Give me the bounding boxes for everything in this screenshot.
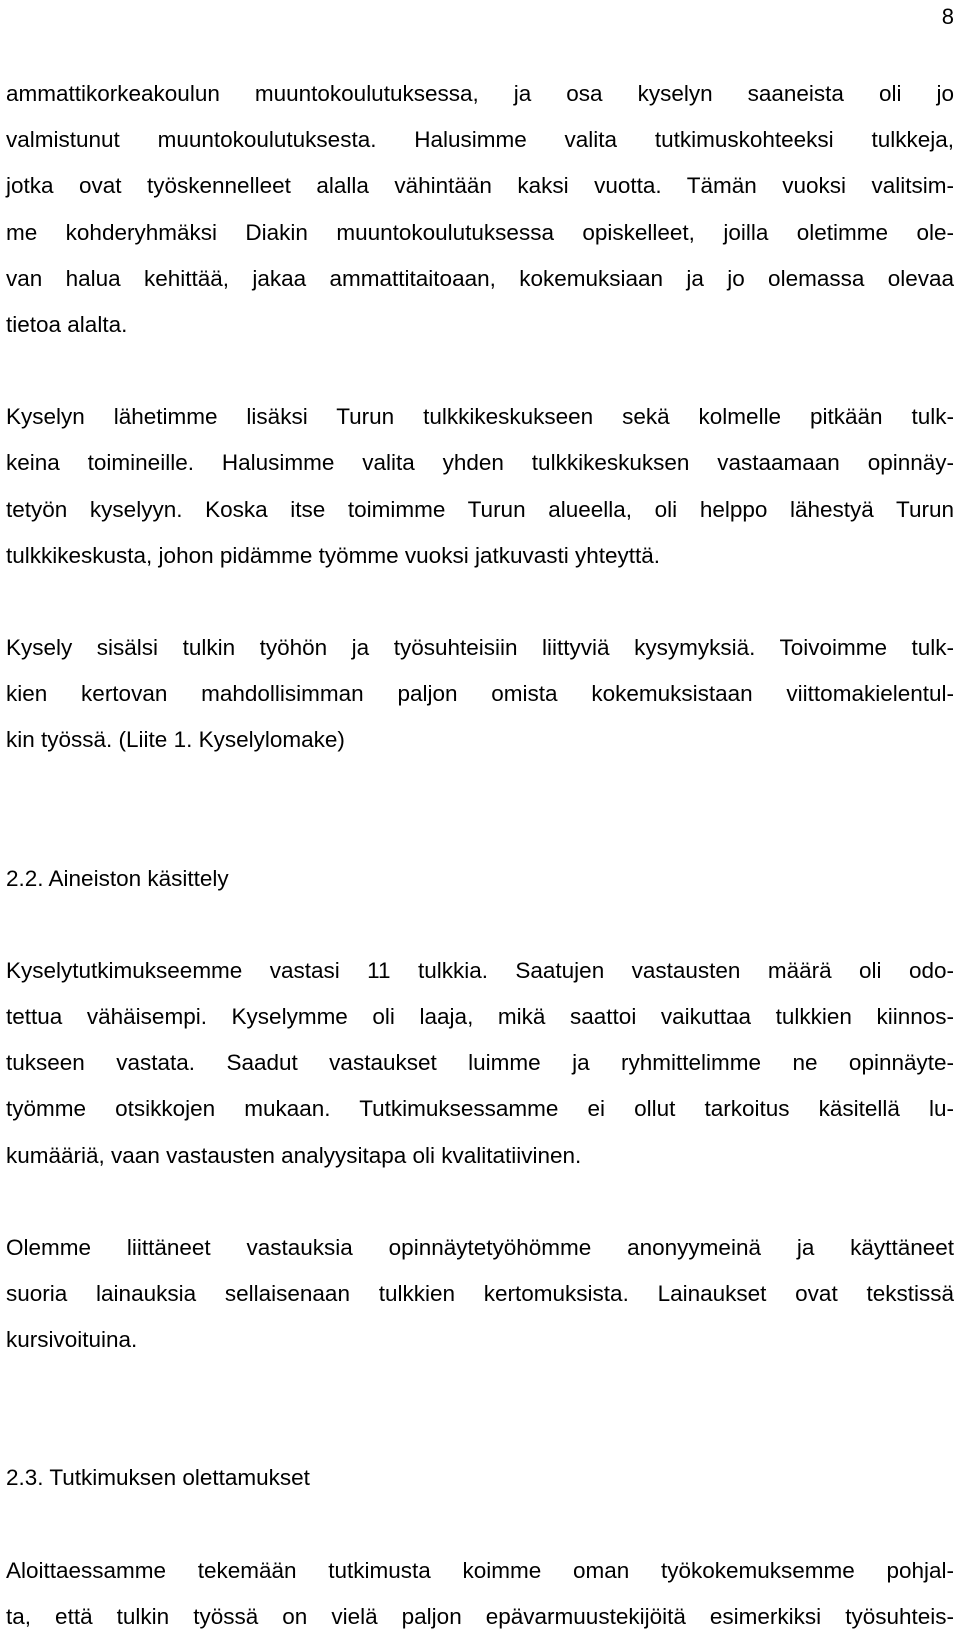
- paragraph-survey-content: [6, 625, 954, 764]
- text-line: Olemme liittäneet vastauksia opinnäytetyöhömme anonyymeinä ja käyttäneet: [6, 1234, 954, 1260]
- paragraph-turku-center: [6, 394, 954, 579]
- text-line: ta, että tulkin työssä on vielä paljon epävarmuustekijöitä esimerkiksi työsuhteis-: [6, 1603, 954, 1629]
- text-line: keina toimineille. Halusimme valita yhden tulkkikeskuksen vastaamaan opinnäy-: [6, 450, 954, 476]
- document-body: [6, 71, 954, 1640]
- text-line: me kohderyhmäksi Diakin muuntokoulutuksessa opiskelleet, joilla oletimme ole-: [6, 219, 954, 245]
- text-line: tulkkikeskusta, johon pidämme työmme vuoksi jatkuvasti yhteyttä.: [6, 542, 661, 568]
- text-line: tietoa alalta.: [6, 312, 128, 338]
- section-heading-2-3: 2.3. Tutkimuksen olettamukset: [6, 1465, 310, 1491]
- text-line: Kysely sisälsi tulkin työhön ja työsuhteisiin liittyviä kysymyksiä. Toivoimme tulk-: [6, 635, 954, 661]
- text-line: jotka ovat työskennelleet alalla vähintään kaksi vuotta. Tämän vuoksi valitsim-: [6, 173, 954, 199]
- paragraph-quotations: [6, 1225, 954, 1364]
- text-line: työmme otsikkojen mukaan. Tutkimuksessamme ei ollut tarkoitus käsitellä lu-: [6, 1096, 954, 1122]
- text-line: valmistunut muuntokoulutuksesta. Halusimme valita tutkimuskohteeksi tulkkeja,: [6, 127, 954, 153]
- text-line: kien kertovan mahdollisimman paljon omista kokemuksistaan viittomakielentul-: [6, 681, 954, 707]
- text-line: ammattikorkeakoulun muuntokoulutuksessa, ja osa kyselyn saaneista oli jo: [6, 81, 954, 106]
- text-line: kin työssä. (Liite 1. Kyselylomake): [6, 727, 345, 753]
- text-line: kumääriä, vaan vastausten analyysitapa oli kvalitatiivinen.: [6, 1142, 582, 1168]
- text-line: Kyselytutkimukseemme vastasi 11 tulkkia. Saatujen vastausten määrä oli odo-: [6, 957, 954, 983]
- text-line: Aloittaessamme tekemään tutkimusta koimme oman työkokemuksemme pohjal-: [6, 1557, 954, 1583]
- text-line: kursivoituina.: [6, 1327, 138, 1353]
- text-line: suoria lainauksia sellaisenaan tulkkien kertomuksista. Lainaukset ovat tekstissä: [6, 1281, 954, 1307]
- text-line: tettua vähäisempi. Kyselymme oli laaja, mikä saattoi vaikuttaa tulkkien kiinnos-: [6, 1004, 954, 1030]
- text-line: tukseen vastata. Saadut vastaukset luimme ja ryhmittelimme ne opinnäyte-: [6, 1050, 954, 1076]
- page-number: 8: [941, 4, 954, 29]
- paragraph-target-group: [6, 71, 954, 348]
- paragraph-data-processing: [6, 948, 954, 1179]
- text-line: van halua kehittää, jakaa ammattitaitoaan, kokemuksiaan ja jo olemassa olevaa: [6, 265, 954, 291]
- text-line: tetyön kyselyyn. Koska itse toimimme Turun alueella, oli helppo lähestyä Turun: [6, 496, 954, 522]
- text-line: Kyselyn lähetimme lisäksi Turun tulkkikeskukseen sekä kolmelle pitkään tulk-: [6, 404, 954, 430]
- paragraph-assumptions: [6, 1548, 954, 1640]
- section-heading-2-2: 2.2. Aineiston käsittely: [6, 865, 229, 891]
